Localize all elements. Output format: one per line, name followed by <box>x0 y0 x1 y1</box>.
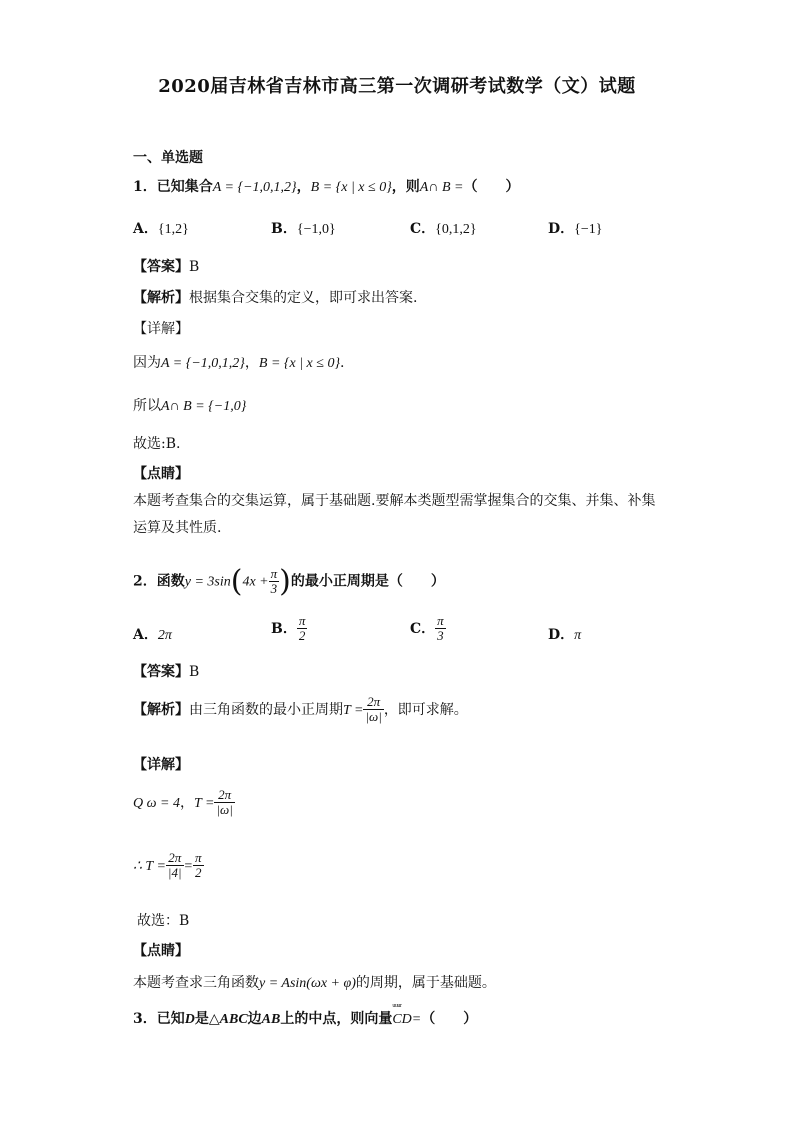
q1-option-a: A．{1,2} <box>133 221 189 237</box>
section-heading: 一、单选题 <box>133 150 203 166</box>
q2-option-a: A．2π <box>133 627 172 643</box>
q2-detail-line-2: ∴ T = $\frac{2\pi}{|4|}$ = $\frac{\pi}{2}$ <box>133 850 202 881</box>
q2-option-c: C． $\frac{\pi}{3}$ <box>410 613 444 644</box>
q2-comment: 本题考查求三角函数y = Asin(ωx + φ)的周期，属于基础题。 <box>133 975 496 991</box>
q1-analysis: 【解析】根据集合交集的定义，即可求出答案. <box>133 290 418 306</box>
q1-comment: 本题考查集合的交集运算，属于基础题.要解本类题型需掌握集合的交集、并集、补集运算及其性质. <box>133 493 656 536</box>
q1-detail-line-1: 因为A = {−1,0,1,2}，B = {x | x ≤ 0}. <box>133 355 345 371</box>
q1-answer: 【答案】B <box>133 259 200 275</box>
q2-detail-tag: 【详解】 <box>133 757 189 773</box>
q1-option-d: D．{−1} <box>548 221 603 237</box>
question-1 <box>133 176 519 196</box>
q2-option-d: D．π <box>548 627 582 643</box>
q3-vector: uuur CD <box>392 1012 411 1028</box>
q2-comment-tag: 【点睛】 <box>133 943 189 959</box>
page-title: 2020届吉林省吉林市高三第一次调研考试数学（文）试题 <box>158 76 636 97</box>
q1-set-a: A = {−1,0,1,2} <box>212 180 297 195</box>
q1-expr: A∩ B = <box>419 180 464 195</box>
q1-sep: ， <box>296 179 311 195</box>
q1-comment-tag: 【点睛】 <box>133 466 189 482</box>
q1-detail-line-2: 所以A∩ B = {−1,0} <box>133 398 247 414</box>
q1-detail-tag: 【详解】 <box>133 321 189 337</box>
q1-number: 1． <box>133 179 157 195</box>
q2-option-b: B． $\frac{\pi}{2}$ <box>271 613 306 644</box>
q1-prefix: 已知集合 <box>156 179 213 195</box>
question-2: 2．函数y = 3sin(4x + $\frac{\pi}{3}$ )的最小正周期是（ ） <box>133 564 445 599</box>
q1-detail-line-3: 故选:B. <box>133 436 181 452</box>
q2-analysis: 【解析】由三角函数的最小正周期T = $\frac{2\pi}{|\omega|}$ ，即可求解。 <box>133 694 468 725</box>
q1-mid: ，则 <box>391 179 420 195</box>
q2-detail-line-3: 故选：B <box>137 913 190 929</box>
question-3: 3．已知D是△ABC边AB上的中点，则向量uuur CD=（ ） <box>133 1008 477 1028</box>
q1-option-c: C．{0,1,2} <box>410 221 477 237</box>
q2-detail-line-1: Q ω = 4，T = $\frac{2\pi}{|\omega|}$ <box>133 787 233 818</box>
q1-option-b: B．{−1,0} <box>271 221 336 237</box>
q2-answer: 【答案】B <box>133 664 200 680</box>
q1-set-b: B = {x | x ≤ 0} <box>310 180 392 195</box>
q1-paren: （ ） <box>463 179 520 195</box>
